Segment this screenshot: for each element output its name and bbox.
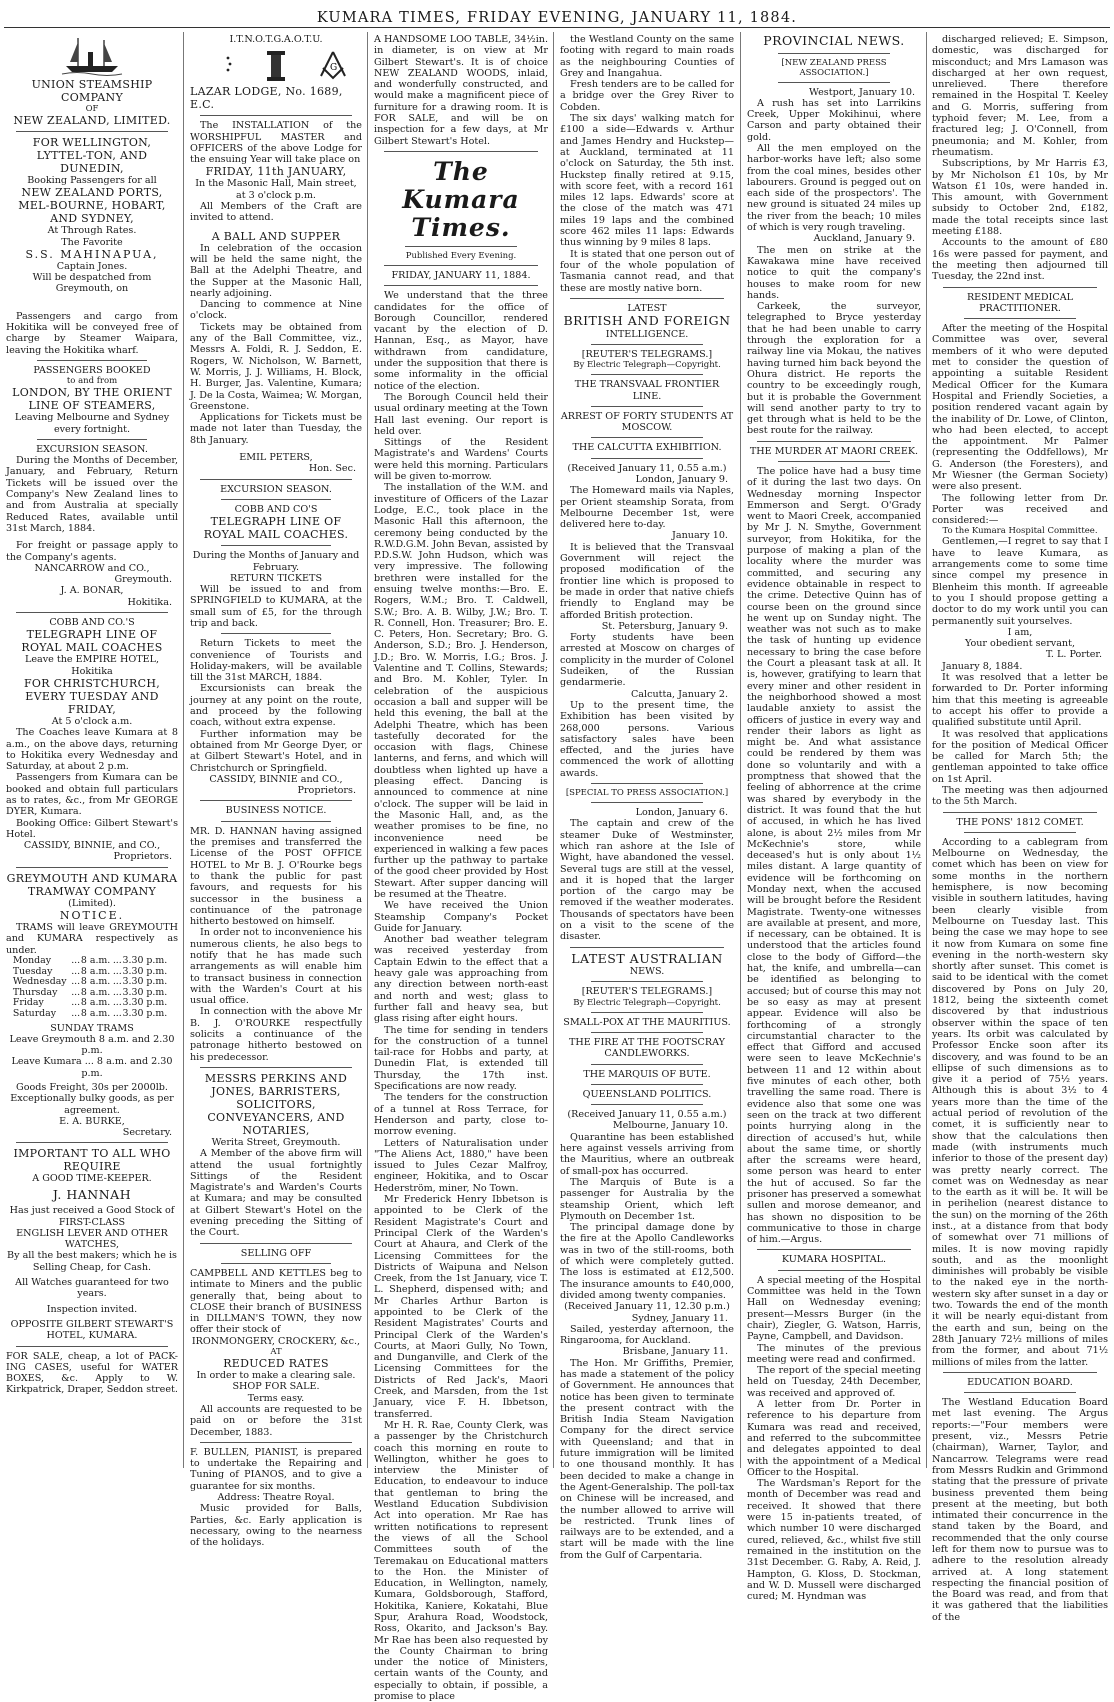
ship-icon	[62, 34, 122, 78]
timetable-cell: 8 a.m.	[80, 1007, 111, 1019]
selling-off-ad: SELLING OFF CAMPBELL AND KETTLES beg to intimate to Miners and the public generally that, being about to CLOSE their branch of BUSINESS in DILLMAN'S TOWN, they now offer their stock of IRONMONGERY, CROCKERY, &c., AT REDUCED RATES In order to make a clearing sale. SHOP FOR SALE. Terms easy. All accounts are requested to be paid on or before the 31st December, 1883.	[190, 1247, 362, 1438]
timetable-cell: 8 a.m.	[80, 965, 111, 977]
article-paragraph: The time for sending in tenders for the construction of a tunnel tail-race for Hobbs and party, at Dunedin Flat, is extended till Thursday, the 17th inst. Specifications are now ready.	[374, 1024, 548, 1093]
article-paragraph: It is stated that one person out of four of the whole population of Tasmania cannot read, and that these are mostly native born.	[560, 248, 734, 294]
timetable-cell: Monday	[12, 954, 52, 966]
section-heading: PROVINCIAL NEWS.	[763, 33, 905, 48]
lodge-notice: I.T.N.O.T.G.A.O.T.U. G LAZAR LODGE, No. 1689, E.C. The INSTALLATION of the WORSHIPFUL MASTER and OFFICERS of the above Lodge for the ensuing Year will take place on FRIDAY, 11th JANUARY, In the Masonic Hall, Main street, at 3 o'clock p.m. All Members of the Craft are invited to attend. A BALL AND SUPPER In celebration of the occasion will be held the same night, the Ball at the Adelphi Theatre, and the Supper at the Masonic Hall, nearly adjoining. Dancing to commence at Nine o'clock. Tickets may be obtained from any of the Ball Committee, viz., Messrs A. Foldi, R. J. Seddon, E. Rogers, W. Nicholson, W. Barnett, W. Morris, J. J. Williams, H. Block, H. Burger, Jas. Valentine, Kumara; J. De la Costa, Waimea; W. Morgan, Greenstone. Applications for Tickets must be made not later than Tuesday, the 8th January. EMIL PETERS, Hon. Sec.	[190, 34, 362, 475]
article-paragraph: The men on strike at the Kawakawa mine have received notice to quit the company's houses to make room for new hands.	[747, 244, 921, 301]
timetable-cell: 8 a.m.	[80, 954, 111, 966]
timetable-cell: Thursday	[12, 986, 58, 998]
article-paragraph: the Westland County on the same footing with regard to main roads as the neighbouring Counties of Grey and Inangahua.	[560, 34, 734, 79]
article-paragraph: The installation of the W.M. and investiture of Officers of the Lazar Lodge, E.C., took place in the Masonic Hall this afternoon, the ceremony being conducted by the R.W.D.G.M. John Bevan, assisted by P.D.S.W. John Hudson, which was very impressive. The following brethren were installed for the ensuing twelve months:—Bro. E. Rogers, W.M.; Bro. T. Caldwell, S.W.; Bro. A. B. Wilby, J.W.; Bro. T. R. Connell, Hon. Treasurer; Bro. E. C. Peters, Hon. Secretary; Bro. G. Anderson, S.D.; Bro. J. Henderson, J.D.; Bro. W. Morris, I.G.; Bros. J. Valentine and T. Collins, Stewards; and Bro. M. Kohler, Tyler. In celebration of the auspicious occasion a ball and supper will be held this evening, the ball at the Adelphi Theatre, which has been tastefully decorated for the occasion with flags, Chinese lanterns, and ferns, and which will doubtless when lighted up have a pleasing effect. Dancing is announced to commence at nine o'clock. The supper will be laid in the Masonic Hall, and, as the weather promises to be fine, no inconvenience need be experienced in walking a few paces further up the pathway to partake of the good cheer provided by Host Stewart. After supper dancing will be resumed at the Theatre.	[374, 482, 548, 900]
article-paragraph: The principal damage done by the fire at the Apollo Candleworks was in two of the still-rooms, both of which were completely gutted. The loss is estimated at £12,500. The insurance amounts to £40,000, divided among twenty companies.	[560, 1222, 734, 1301]
article-paragraph: It was resolved that a letter be forwarded to Dr. Porter informing him that this meeting is agreeable to accept his offer to provide a qualified substitute until April.	[932, 672, 1108, 729]
newspaper-header: KUMARA TIMES, FRIDAY EVENING, JANUARY 11, 1884.	[316, 10, 798, 26]
article-paragraph: Mr Frederick Henry Ibbetson is appointed to be Clerk of the Resident Magistrate's Court and Principal Clerk of the Warden's Court at Ahaura, and Clerk of the Licensing Committees for the Districts of Waipuna and Nelson Creek, from the 1st January, vice T. L. Shepherd, dispensed with; and Mr Charles Arthur Barton is appointed to be Clerk of the Resident Magistrates' Courts and Principal Clerk of the Warden's Courts, at Maori Gully, No Town, and Dunganville, and Clerk of the Licensing Committees for the Districts of Red Jack's, Maori Creek, and Marsden, from the 1st January, vice F. H. Ibbetson, transferred.	[374, 1194, 548, 1420]
loo-table-ad: A HANDSOME LOO TABLE, 34½in. in diameter, is on view at Mr Gilbert Stewart's. It is of choice NEW ZEALAND WOODS, inlaid, and wonderfully constructed, and would make a magnificent piece of furniture for a drawing room. It is FOR SALE, and will be on inspection for a few days, at Mr Gilbert Stewart's Hotel.	[374, 34, 548, 147]
section-heading: BRITISH AND FOREIGN	[563, 313, 731, 329]
timetable-cell: ...	[71, 1007, 81, 1019]
square-compass-icon	[318, 50, 348, 80]
timetable-cell: ...	[71, 954, 81, 966]
article-paragraph: The Homeward mails via Naples, per Orient steamship Sorata, from Melbourne December 1st, were delivered here to-day.	[560, 485, 734, 531]
tram-timetable	[13, 956, 171, 1020]
article-paragraph: The minutes of the previous meeting were read and confirmed.	[747, 1342, 921, 1365]
article-paragraph: discharged relieved; E. Simpson, domestic, was discharged for misconduct; and Mrs Lamason was discharged at her own request, unrelieved. There therefore remained in the Hospital T. Keeley and G. Morris, suffering from typhoid fever; M. Lee, from a fractured leg; J. O'Connell, from pneumonia; and M. Kohler, from rheumatism.	[932, 34, 1108, 158]
column-divider	[926, 32, 927, 1468]
timetable-cell: ...	[112, 965, 122, 977]
article-paragraph: We have received the Union Steamship Company's Pocket Guide for January.	[374, 900, 548, 934]
excursion-ad: EXCURSION SEASON. COBB AND CO'S TELEGRAPH LINE OF ROYAL MAIL COACHES. During the Months of January and February. RETURN TICKETS Will be issued to and from SPRINGFIELD to KUMARA, at the small sum of £5, for the through trip and back. Return Tickets to meet the convenience of Tourists and Holiday-makers, will be available till the 31st MARCH, 1884. Excursionists can break the journey at any point on the route, and proceed by the following coach, without extra expense. Further information may be obtained from Mr George Dyer, or at Gilbert Stewart's Hotel, and in Christchurch or Springfield. CASSIDY, BINNIE and CO., Proprietors.	[190, 483, 362, 797]
column-4: the Westland County on the same footing with regard to main roads as the neighbouring Counties of Grey and Inangahua. Fresh tenders are to be called for a bridge over the Grey River to Cobden. The six days' walking match for £100 a side—Edwards v. Arthur and James Hendry and Huckstep—at Auckland, terminated at 11 o'clock on Saturday, the 5th inst. Huckstep finally retired at 9.15, with score feet, with a record 161 miles 12 laps. Edwards' score at the close of the match was 471 miles 19 laps and the combined score 462 miles 11 laps: Edwards thus winning by 9 miles 8 laps. It is stated that one person out of four of the whole population of Tasmania cannot read, and that these are mostly native born. LATEST BRITISH AND FOREIGN INTELLIGENCE. [REUTER'S TELEGRAMS.] By Electric Telegraph—Copyright. THE TRANSVAAL FRONTIER LINE. ARREST OF FORTY STUDENTS AT MOSCOW. THE CALCUTTA EXHIBITION. (Received January 11, 0.55 a.m.) London, January 9. The Homeward mails via Naples, per Orient steamship Sorata, from Melbourne December 1st, were delivered here to-day. January 10. It is believed that the Transvaal Government will reject the proposed modification of the frontier line which is proposed to be made in order that native chiefs friendly to England may be afforded British protection. St. Petersburg, January 9. Forty students have been arrested at Moscow on charges of complicity in the murder of Colonel Sudeiken, of the Russian gendarmerie. Calcutta, January 2. Up to the present time, the Exhibition has been visited by 268,000 persons. Various satisfactory sales have been effected, and the juries have commenced the work of allotting awards. [SPECIAL TO PRESS ASSOCIATION.] London, January 6. The captain and crew of the steamer Duke of Westminster, which ran ashore at the Isle of Wight, have abandoned the vessel. Several tugs are still at the vessel, and it is hoped that the larger portion of the cargo may be removed if the weather moderates. Thousands of spectators have been on a visit to the scene of the disaster. LATEST AUSTRALIAN NEWS. [REUTER'S TELEGRAMS.] By Electric Telegraph—Copyright. SMALL-POX AT THE MAURITIUS. THE FIRE AT THE FOOTSCRAY CANDLEWORKS. THE MARQUIS OF BUTE. QUEENSLAND POLITICS. (Received January 11, 0.55 a.m.) Melbourne, January 10. Quarantine has been established here against vessels arriving from the Mauritius, where an outbreak of small-pox has occurred. The Marquis of Bute is a passenger for Australia by the steamship Orient, which left Plymouth on December 1st. The principal damage done by the fire at the Apollo Candleworks was in two of the still-rooms, both of which were completely gutted. The loss is estimated at £12,500. The insurance amounts to £40,000, divided among twenty companies. (Received January 11, 12.30 p.m.) Sydney, January 11. Sailed, yesterday afternoon, the Ringarooma, for Auckland. Brisbane, January 11. The Hon. Mr Griffiths, Premier, has made a statement of the policy of Government. He announces that notice has been given to terminate the present contract with the British India Steam Navigation Company for the direct service with Queensland; and that in future immigration will be limited to one thousand monthly. It has been decided to make a change in the Agent-Generalship. The poll-tax on Chinese will be increased, and the number allowed to arrive will be restricted. Trunk lines of railways are to be extended, and a start will be made with the line from the Gulf of Carpentaria.	[560, 34, 734, 1561]
column-divider	[183, 32, 184, 1468]
timetable-cell: Wednesday	[12, 976, 67, 988]
article-paragraph: Fresh tenders are to be called for a bridge over the Grey River to Cobden.	[560, 79, 734, 113]
timetable-cell: 3.30 p.m.	[122, 986, 168, 998]
timetable-cell: ...	[112, 997, 122, 1009]
ad-heading: UNION STEAMSHIP COMPANY	[31, 78, 153, 104]
masthead: The Kumara Times.	[402, 156, 520, 242]
packing-cases-ad: FOR SALE, cheap, a lot of PACK-ING CASES, useful for WATER BOXES, &c. Apply to W. Kirkpatrick, Draper, Seddon street.	[6, 1350, 178, 1396]
article-paragraph: Carkeek, the surveyor, telegraphed to Bryce yesterday that he had been unable to carry through the exploration for a railway line via Mokau, the natives having turned him back beyond the Ohura district. He reports the country to be exceedingly rough, but it is probable the Government will send another party to try to get through what is held to be the best route for the railway.	[747, 301, 921, 437]
timetable-cell: 8 a.m.	[80, 997, 111, 1009]
article-paragraph: Quarantine has been established here against vessels arriving from the Mauritius, where an outbreak of small-pox has occurred.	[560, 1131, 734, 1177]
timetable-cell: ...	[71, 997, 81, 1009]
timetable-cell: 3.30 p.m.	[122, 976, 168, 988]
business-notice: BUSINESS NOTICE. MR. D. HANNAN having assigned the premises and transferred the License of the POST OFFICE HOTEL to Mr B. J. O'Rourke begs to thank the public for past favours, and requests for his successor in the business a continuance of the patronage hitherto bestowed on himself. In order not to inconvenience his numerous clients, he also begs to notify that he has made such arrangements as will enable him to transact business in connection with the Warden's Court at his usual office. In connection with the above Mr B. J. O'ROURKE respectfully solicits a continuance of the patronage hitherto bestowed on his predecessor.	[190, 805, 362, 1063]
timetable-row	[13, 956, 171, 967]
article-paragraph: A rush has set into Larrikins Creek, Upper Mokihinui, where Carson and party obtained their gold.	[747, 97, 921, 143]
article-paragraph: We understand that the three candidates for the office of Borough Councillor, rendered vacant by the election of D. Hannan, Esq., as Mayor, have withdrawn from candidature, under the supposition that there is some informality in the official notice of the election.	[374, 290, 548, 392]
tramway-ad: GREYMOUTH AND KUMARA TRAMWAY COMPANY (Limited). NOTICE. TRAMS will leave GREYMOUTH and KUMARA respectively as under. Monday ... 8 a.m. ... 3.30 p.m. Tuesday ... 8 a.m. ... 3.30 p.m. Wednesday ... 8 a.m. ... 3.30 p.m. Thursday ... 8 a.m. ... 3.30 p.m. Friday ... 8 a.m. ... 3.30 p.m. Saturday ... 8 a.m. ... 3.30 p.m. SUNDAY TRAMS Leave Greymouth 8 a.m. and 2.30 p.m. Leave Kumara ... 8 a.m. and 2.30 p.m. Goods Freight, 30s per 2000lb. Exceptionally bulky goods, as per agreement. E. A. BURKE, Secretary.	[6, 871, 178, 1139]
timetable-cell: 3.30 p.m.	[122, 965, 168, 977]
article-paragraph: According to a cablegram from Melbourne on Wednesday, the comet which has been on view for some months in the northern hemisphere, is now becoming visible in southern latitudes, having been clearly visible from Melbourne on Tuesday last. This being the case we may hope to see it now from Kumara on some fine evening in the north-western sky shortly after sunset. This comet is said to be identical with the comet discovered by Pons on July 20, 1812, being the sixteenth comet discovered by that industrious observer within the space of ten years. Its orbit was calculated by Professor Encke soon after its discovery, and was found to be an ellipse of such dimensions as to give it a period of 75½ years. Although this is about 3½ to 4 years more than the time of the actual period of revolution of the comet, it is sufficiently near to show that the calculations then made (with instruments much inferior to those of the present day) was pretty nearly correct. The comet was on Wednesday as near to the earth as it will be. It will be in perihelion (nearest distance to the sun) on the morning of the 26th inst., at a distance from that body of somewhat over 71 millions of miles. It is now moving rapidly south, and as the moonlight diminishes will probably be visible to the naked eye in the north-western sky after sunset in a day or two. Towards the end of the month it will be nearly equi-distant from the earth and sun, being on the 28th January 72½ millions of miles from the former, and about 71½ millions of miles from the latter.	[932, 836, 1108, 1368]
timetable-cell: ...	[112, 986, 122, 998]
header-rule	[4, 27, 1110, 28]
moon-stars-icon	[204, 50, 234, 80]
section-heading: KUMARA HOSPITAL.	[781, 1254, 887, 1266]
timetable-cell: Friday	[12, 997, 44, 1009]
section-heading: THE MURDER AT MAORI CREEK.	[749, 445, 919, 457]
column-6: discharged relieved; E. Simpson, domestic, was discharged for misconduct; and Mrs Lamason was discharged at her own request, unrelieved. There therefore remained in the Hospital T. Keeley and G. Morris, suffering from typhoid fever; M. Lee, from a fractured leg; J. O'Connell, from pneumonia; and M. Kohler, from rheumatism. Subscriptions, by Mr Harris £3, by Mr Nicholson £1 10s, by Mr Watson £1 10s, were handed in. This amount, with Government subsidy to October 2nd, £182, made the total receipts since last meeting £188. Accounts to the amount of £80 16s were passed for payment, and the meeting then adjourned till Tuesday, the 22nd inst. RESIDENT MEDICAL PRACTITIONER. After the meeting of the Hospital Committee was over, several members of it who were deputed met to consider the question of appointing a suitable Resident Medical Officer for the Kumara Hospital and Friendly Societies, a position rendered vacant again by the inability of Dr. Lowe, of Clinton, who had been elected, to accept the appointment. Mr Palmer (representing the Oddfellows), Mr G. Anderson (the Foresters), and Mr Wiesner (the German Society) were also present. The following letter from Dr. Porter was received and considered:— To the Kumara Hospital Committee. Gentlemen,—I regret to say that I have to leave Kumara, as arrangements come to some time since compel my presence in Blenheim this month. If agreeable to you I should propose getting a doctor to do my work until you can permanently suit yourselves. I am, Your obedient servant, T. L. Porter. January 8, 1884. It was resolved that a letter be forwarded to Dr. Porter informing him that this meeting is agreeable to accept his offer to provide a qualified substitute until April. It was resolved that applications for the position of Medical Officer be called for March 5th; the gentleman appointed to take office on 1st April. The meeting was then adjourned to the 5th March. THE PONS' 1812 COMET. According to a cablegram from Melbourne on Wednesday, the comet which has been on view for some months in the northern hemisphere, is now becoming visible in southern latitudes, having been clearly visible from Melbourne on Tuesday last. This being the case we may hope to see it now from Kumara on some fine evening in the north-western sky shortly after sunset. This comet is said to be identical with the comet discovered by Pons on July 20, 1812, being the sixteenth comet discovered by that industrious observer within the space of ten years. Its orbit was calculated by Professor Encke soon after its discovery, and was found to be an ellipse of such dimensions as to give it a period of 75½ years. Although this is about 3½ to 4 years more than the time of the actual period of revolution of the comet, it is sufficiently near to show that the calculations then made (with instruments much inferior to those of the present day) was pretty nearly correct. The comet was on Wednesday as near to the earth as it will be. It will be in perihelion (nearest distance to the sun) on the morning of the 26th inst., at a distance from that body of somewhat over 71 millions of miles. It is now moving rapidly south, and as the moonlight diminishes will probably be visible to the naked eye in the north-western sky after sunset in a day or two. Towards the end of the month it will be nearly equi-distant from the earth and sun, being on the 28th January 72½ millions of miles from the former, and about 71½ millions of miles from the latter. EDUCATION BOARD. The Westland Education Board met last evening. The Argus reports:—"Four members were present, viz., Messrs Petrie (chairman), Warner, Taylor, and Nancarrow. Telegrams were read from Messrs Rudkin and Grimmond stating that the pressure of private business prevented them being present at the meeting, but both intimated their concurrence in the stand taken by the Board, and recommended that the only course left for them now to pursue was to adhere to the resolution already arrived at. A long statement respecting the financial position of the Board was read, and from that it was gathered that the liabilities of the	[932, 34, 1108, 1623]
article-paragraph: After the meeting of the Hospital Committee was over, several members of it who were deputed met to consider the question of appointing a suitable Resident Medical Officer for the Kumara Hospital and Friendly Societies, a position rendered vacant again by the inability of Dr. Lowe, of Clinton, who had been elected, to accept the appointment. Mr Palmer (representing the Oddfellows), Mr G. Anderson (the Foresters), and Mr Wiesner (the German Society) were also present.	[932, 323, 1108, 493]
article-paragraph: The report of the special meeting held on Tuesday, 24th December, was received and approved of.	[747, 1365, 921, 1399]
timetable-cell: Tuesday	[12, 965, 53, 977]
timetable-cell: ...	[71, 986, 81, 998]
svg-text:G: G	[329, 63, 337, 74]
article-paragraph: The following letter from Dr. Porter was received and considered:—	[932, 492, 1108, 527]
masonic-emblems	[190, 45, 362, 85]
news-paragraphs	[560, 34, 734, 294]
timetable-cell: 8 a.m.	[80, 976, 111, 988]
section-heading: EDUCATION BOARD.	[967, 1376, 1073, 1388]
article-paragraph: Letters of Naturalisation under "The Aliens Act, 1880," have been issued to Jules Cezar Malfroy, engineer, Hokitika, and to Oscar Hederström, miner, No Town.	[374, 1137, 548, 1194]
pillar-icon	[263, 48, 289, 82]
article-paragraph: Subscriptions, by Mr Harris £3, by Mr Nicholson £1 10s, by Mr Watson £1 10s, were handed in. This amount, with Government subsidy to October 2nd, £182, made the total receipts since last meeting £188.	[932, 158, 1108, 238]
column-1	[6, 34, 178, 1468]
article-paragraph: It was resolved that applications for the position of Medical Officer be called for March 5th; the gentleman appointed to take office on 1st April.	[932, 728, 1108, 785]
column-2	[190, 34, 362, 1549]
column-5: PROVINCIAL NEWS. [NEW ZEALAND PRESS ASSOCIATION.] Westport, January 10. A rush has set into Larrikins Creek, Upper Mokihinui, where Carson and party obtained their gold. All the men employed on the harbor-works have left; also some from the coal mines, besides other labourers. Ground is pegged out on each side of the prospectors'. The new ground is situated 24 miles up the river from the beach; 10 miles of which is very rough traveling. Auckland, January 9. The men on strike at the Kawakawa mine have received notice to quit the company's houses to make room for new hands. Carkeek, the surveyor, telegraphed to Bryce yesterday that he had been unable to carry through the exploration for a railway line via Mokau, the natives having turned him back beyond the Ohura district. He reports the country to be exceedingly rough, but it is probable the Government will send another party to try to get through what is held to be the best route for the railway. THE MURDER AT MAORI CREEK. The police have had a busy time of it during the last two days. On Wednesday morning Inspector Emmerson and Sergt. O'Grady went to Maori Creek, accompanied by Mr J. N. Smythe, Government surveyor, from Hokitika, for the purpose of making a plan of the locality where the murder was committed, and securing any evidence obtainable in respect to the crime. Detective Quinn has of course been on the ground since he went up on Sunday night. The weather was not such as to make the task of hunting up evidence necessary to bring the case before the Court a pleasant task at all. It is, however, gratifying to learn that every miner and other resident in the neighborhood showed a most laudable anxiety to assist the officers of justice in every way and render their labors as light as might be. And what assistance could be rendered by them was done so voluntarily and with a promptness that showed that the feeling of abhorrence at the crime was shared by everybody in the district. It was found that the hut of accused, in which he has lived alone, is about 2½ miles from Mr McKechnie's store, while deceased's hut is only about 1½ miles distant. A large quantity of evidence will be forthcoming on Monday next, when the accused will be brought before the Resident Magistrate. Twenty-one witnesses are available at present, and more, if necessary, can be obtained. It is understood that the articles found close to the body of Gifford—the hat, the knife, and umbrella—can be identified as belonging to accused; but of course this may not be so easy as may at present appear. Evidence will also be forthcoming of a strongly circumstantial character to the effect that Gifford and accused were seen to leave McKechnie's between 11 and 12 within about five minutes of each other, both travelling the same road. There is evidence also that some one was seen on the track at two different points hurrying along in the direction of accused's hut, while about the same time, or shortly after the screams were heard, some person was heard to enter the hut of accused. So far the prisoner has preserved a somewhat sullen and morose demeanor, and has shown no disposition to be communicative to those in charge of him.—Argus. KUMARA HOSPITAL. A special meeting of the Hospital Committee was held in the Town Hall on Wednesday evening; present—Messrs Burger (in the chair), Ziegler, G. Watson, Harris, Payne, Campbell, and Davidson. The minutes of the previous meeting were read and confirmed. The report of the special meeting held on Tuesday, 24th December, was received and approved of. A letter from Dr. Porter in reference to his departure from Kumara was read and received, and referred to the subcommittee and delegates appointed to deal with the appointment of a Medical Officer to the Hospital. The Wardsman's Report for the month of December was read and received. It showed that there were 15 in-patients treated, of which number 10 were discharged cured, relieved, &c., whilst five still remained in the institution on the 31st December. G. Raby, A. Reid, J. Hampton, G. Kloss, D. Stockman, and W. D. Mussell were discharged cured; M. Hyndman was	[747, 33, 921, 1603]
steamship-illustration	[6, 34, 178, 78]
article-paragraph: Sittings of the Resident Magistrate's and Wardens' Courts were held this morning. Particulars will be given to-morrow.	[374, 437, 548, 483]
column-divider	[740, 32, 741, 1468]
column-3	[374, 34, 548, 1702]
lodge-title: LAZAR LODGE, No. 1689, E.C.	[190, 85, 343, 112]
article-paragraph: The Marquis of Bute is a passenger for Australia by the steamship Orient, which left Plymouth on December 1st.	[560, 1176, 734, 1222]
published-line: Published Every Evening.	[405, 250, 517, 261]
article-paragraph: The Wardsman's Report for the month of December was read and received. It showed that there were 15 in-patients treated, of which number 10 were discharged cured, relieved, &c., whilst five still remained in the institution on the 31st December. G. Raby, A. Reid, J. Hampton, G. Kloss, D. Stockman, and W. D. Mussell were discharged cured; M. Hyndman was	[747, 1478, 921, 1603]
article-paragraph: Accounts to the amount of £80 16s were passed for payment, and the meeting then adjourned till Tuesday, the 22nd inst.	[932, 237, 1108, 283]
section-heading: RESIDENT MEDICAL PRACTITIONER.	[966, 291, 1074, 314]
article-paragraph: A letter from Dr. Porter in reference to his departure from Kumara was read and received, and referred to the subcommittee and delegates appointed to deal with the appointment of a Medical Officer to the Hospital.	[747, 1399, 921, 1478]
article-paragraph: The meeting was then adjourned to the 5th March.	[932, 785, 1108, 808]
editorial-paragraphs	[374, 290, 548, 1702]
timetable-cell: ...	[71, 965, 81, 977]
watchmaker-ad: IMPORTANT TO ALL WHO REQUIRE A GOOD TIME-KEEPER. J. HANNAH Has just received a Good Stock of FIRST-CLASS ENGLISH LEVER AND OTHER WATCHES, By all the best makers; which he is Selling Cheap, for Cash. All Watches guaranteed for two years. Inspection invited. OPPOSITE GILBERT STEWART'S HOTEL, KUMARA.	[7, 1147, 177, 1342]
article-paragraph: The Borough Council held their usual ordinary meeting at the Town Hall last evening. Our report is held over.	[374, 391, 548, 437]
timetable-row	[13, 1009, 171, 1020]
timetable-cell: ...	[112, 1007, 122, 1019]
steamship-ad: UNION STEAMSHIP COMPANY OF NEW ZEALAND, LIMITED. FOR WELLINGTON, LYTTEL-TON, AND DUNEDIN, Booking Passengers for all NEW ZEALAND PORTS, MEL-BOURNE, HOBART, AND SYDNEY, At Through Rates. The Favorite S.S. MAHINAPUA, Captain Jones. Will be despatched from Greymouth, on Passengers and cargo from Hokitika will be conveyed free of charge by Steamer Waipara, leaving the Hokitika wharf. PASSENGERS BOOKED to and from LONDON, BY THE ORIENT LINE OF STEAMERS, Leaving Melbourne and Sydney every fortnight. EXCURSION SEASON. During the Months of December, January, and February, Return Tickets will be issued over the Company's New Zealand lines to and from Australia at specially Reduced Rates, available until 31st March, 1884. For freight or passage apply to the Company's agents. NANCARROW and CO., Greymouth. J. A. BONAR, Hokitika.	[6, 34, 178, 608]
timetable-cell: ...	[112, 976, 122, 988]
section-heading: LATEST AUSTRALIAN	[571, 950, 723, 966]
article-paragraph: Another bad weather telegram was received yesterday from Captain Edwin to the effect that a heavy gale was approaching from any direction between north-east and north and west; glass to further fall and heavy sea, but glass rising after eight hours.	[374, 934, 548, 1025]
timetable-cell: 8 a.m.	[80, 986, 111, 998]
article-paragraph: The six days' walking match for £100 a side—Edwards v. Arthur and James Hendry and Huckstep—at Auckland, terminated at 11 o'clock on Saturday, the 5th inst. Huckstep finally retired at 9.15, with score feet, with a record 161 miles 12 laps. Edwards' score at the close of the match was 471 miles 19 laps and the combined score 462 miles 11 laps: Edwards thus winning by 9 miles 8 laps.	[560, 113, 734, 249]
article-paragraph: All the men employed on the harbor-works have left; also some from the coal mines, besides other labourers. Ground is pegged out on each side of the prospectors'. The new ground is situated 24 miles up the river from the beach; 10 miles of which is very rough traveling.	[747, 142, 921, 234]
solicitors-ad: MESSRS PERKINS AND JONES, BARRISTERS, SOLICITORS, CONVEYANCERS, AND NOTARIES, Werita Street, Greymouth. A Member of the above firm will attend the usual fortnightly Sittings of the Resident Magistrate's and Warden's Courts at Kumara; and may be consulted at Gilbert Stewart's Hotel on the evening preceding the Sitting of the Court.	[190, 1071, 362, 1239]
timetable-cell: 3.30 p.m.	[122, 1007, 168, 1019]
timetable-cell: 3.30 p.m.	[122, 954, 168, 966]
article-paragraph: A special meeting of the Hospital Committee was held in the Town Hall on Wednesday evening; present—Messrs Burger (in the chair), Ziegler, G. Watson, Harris, Payne, Campbell, and Davidson.	[747, 1274, 921, 1343]
article-paragraph: The tenders for the construction of a tunnel at Ross Terrace, for Henderson and party, close to-morrow evening.	[374, 1092, 548, 1138]
pianist-ad: F. BULLEN, PIANIST, is prepared to undertake the Repairing and Tuning of PIANOS, and to give a guarantee for six months. Address: Theatre Royal. Music provided for Balls, Parties, &c. Early application is necessary, owing to the nearness of the holidays.	[190, 1446, 362, 1549]
article-paragraph: Mr H. R. Rae, County Clerk, was a passenger by the Christchurch coach this morning en route to Wellington, whither he goes to interview the Minister of Education, to endeavour to induce that gentleman to bring the Westland Education Subdivision Act into operation. Mr Rae has written notifications to represent the views of all the School Committees south of the Teremakau on Educational matters to the Hon. the Minister of Education, in Wellington, namely, Kumara, Goldsborough, Stafford, Hokitika, Kaniere, Kokatahi, Blue Spur, Arahura Road, Woodstock, Ross, Okarito, and Jackson's Bay. Mr Rae has been also requested by the County Chairman to bring under the notice of Ministers, certain wants of the County, and especially to obtain, if possible, a promise to place	[374, 1419, 548, 1702]
article-paragraph: The police have had a busy time of it during the last two days. On Wednesday morning Inspector Emmerson and Sergt. O'Grady went to Maori Creek, accompanied by Mr J. N. Smythe, Government surveyor, from Hokitika, for the purpose of making a plan of the locality where the murder was committed, and securing any evidence obtainable in respect to the crime. Detective Quinn has of course been on the ground since he went up on Sunday night. The weather was not such as to make the task of hunting up evidence necessary to bring the case before the Court a pleasant task at all. It is, however, gratifying to learn that every miner and other resident in the neighborhood showed a most laudable anxiety to assist the officers of justice in every way and render their labors as light as might be. And what assistance could be rendered by them was done so voluntarily and with a promptness that showed that the feeling of abhorrence at the crime was shared by everybody in the district. It was found that the hut of accused, in which he has lived alone, is about 2½ miles from Mr McKechnie's store, while deceased's hut is only about 1½ miles distant. A large quantity of evidence will be forthcoming on Monday next, when the accused will be brought before the Resident Magistrate. Twenty-one witnesses are available at present, and more, if necessary, can be obtained. It is understood that the articles found close to the body of Gifford—the hat, the knife, and umbrella—can be identified as belonging to accused; but of course this may not be so easy as may at present appear. Evidence will also be forthcoming of a strongly circumstantial character to the effect that Gifford and accused were seen to leave McKechnie's between 11 and 12 within about five minutes of each other, both travelling the same road. There is evidence also that some one was seen on the track at two different points hurrying along in the direction of accused's hut, while about the same time, or shortly after the screams were heard, some person was heard to enter the hut of accused. So far the prisoner has preserved a somewhat sullen and morose demeanor, and has shown no disposition to be communicative to those in charge of him.—Argus.	[747, 466, 921, 1246]
timetable-cell: ...	[71, 976, 81, 988]
cobb-coaches-ad: COBB AND CO.'S TELEGRAPH LINE OF ROYAL MAIL COACHES Leave the EMPIRE HOTEL, Hokitika FOR CHRISTCHURCH, EVERY TUESDAY AND FRIDAY, At 5 o'clock a.m. The Coaches leave Kumara at 8 a.m., on the above days, returning to Hokitika every Wednesday and Saturday, at about 2 p.m. Passengers from Kumara can be booked and obtain full particulars as to rates, &c., from Mr GEORGE DYER, Kumara. Booking Office: Gilbert Stewart's Hotel. CASSIDY, BINNIE, and CO., Proprietors.	[6, 617, 178, 863]
timetable-cell: 3.30 p.m.	[122, 997, 168, 1009]
section-heading: THE PONS' 1812 COMET.	[956, 816, 1084, 828]
timetable-cell: Saturday	[12, 1007, 57, 1019]
column-divider	[367, 32, 368, 1468]
column-divider	[553, 32, 554, 1468]
timetable-cell: ...	[112, 954, 122, 966]
edition-date: FRIDAY, JANUARY 11, 1884.	[391, 269, 531, 281]
